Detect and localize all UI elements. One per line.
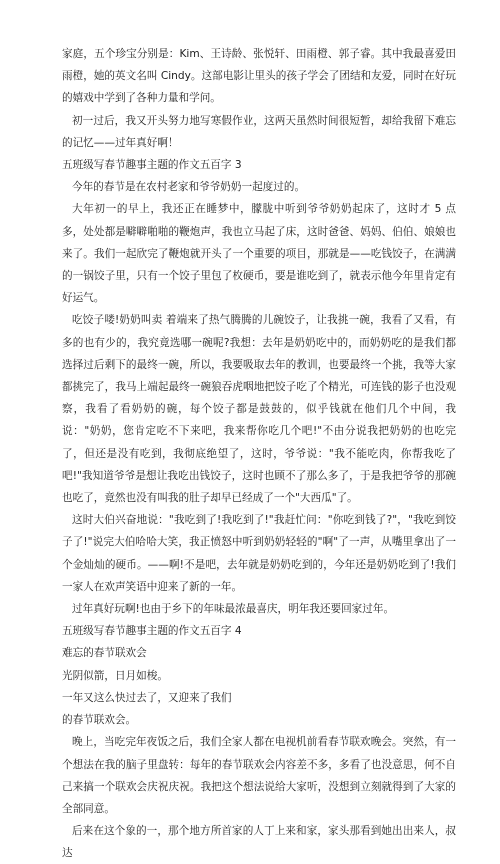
paragraph-8: 光阴似箭，日月如梭。 xyxy=(62,669,168,682)
section-heading-4: 五班级写春节趣事主题的作文五百字 4 xyxy=(62,625,242,638)
paragraph-2: 初一过后，我又开头努力地写寒假作业，这两天虽然时间很短暂，却给我留下难忘的记忆——过年真好啊！ xyxy=(62,114,456,149)
paragraph-1: 家庭，五个珍宝分别是：Kim、王诗龄、张悦轩、田雨橙、郭子睿。其中我最喜爱田雨橙，她的英文名叫 Cindy。这部电影让里头的孩子学会了团结和友爱，同时在好玩的嬉戏中学到了各种力量和学问。 xyxy=(62,48,456,105)
essay-title: 难忘的春节联欢会 xyxy=(62,647,147,660)
section-heading-3: 五班级写春节趣事主题的作文五百字 3 xyxy=(62,159,242,172)
paragraph-5: 吃饺子喽!奶奶叫卖 着端来了热气腾腾的儿碗饺子，让我挑一碗，我看了又看，有多的也有少的，我究竟选哪一碗呢?我想：去年是奶奶吃中的，而奶奶吃的是我们都选择过后剩下的最终一碗，所以，我要吸取去年的教训，也要最终一个挑，我等大家都挑完了，我马上端起最终一碗狼吞虎咽地把饺子吃了个精光，可连钱的影子也没观察，我看了看奶奶的碗，每个饺子都是鼓鼓的，似乎钱就在他们几个中间，我说："奶奶，您肯定吃不下来吧，我来帮你吃几个吧!"不由分说我把奶奶的也吃完了，但还是没有吃到，我彻底绝望了，这时，爷爷说："我不能吃肉，你帮我吃了吧!"我知道爷爷是想让我吃出钱饺子，这时也顾不了那么多了，于是我把爷爷的那碗也吃了，竟然也没有叫我的肚子却早已经成了一个"大西瓜"了。 xyxy=(62,314,456,505)
paragraph-6: 这时大伯兴奋地说："我吃到了!我吃到了!"我赶忙问："你吃到钱了?"，"我吃到饺子了!"说完大伯哈哈大笑，我正愤怒中听到奶奶轻轻的"啊"了一声，从嘴里拿出了一个金灿灿的硬币。——啊!不是吧，去年就是奶奶吃到的，今年还是奶奶吃到了!我们一家人在欢声笑语中迎来了新的一年。 xyxy=(62,514,456,593)
paragraph-10: 的春节联欢会。 xyxy=(62,714,137,727)
paragraph-11: 晚上，当吃完年夜饭之后，我们全家人都在电视机前看春节联欢晚会。突然，有一个想法在我的脑子里盘转：每年的春节联欢会内容差不多，多看了也没意思，何不自己来搞一个联欢会庆祝庆祝。我把这个想法说给大家听，没想到立刻就得到了大家的全部同意。 xyxy=(62,736,456,815)
paragraph-4: 大年初一的早上，我还正在睡梦中，朦胧中听到爷爷奶奶起床了，这时才 5 点多，处处都是噼噼啪啪的鞭炮声，我也立马起了床，这时爸爸、妈妈、伯伯、娘娘也来了。我们一起欣完了鞭炮就开头了一个重要的项目，那就是——吃钱饺子，在满满的一锅饺子里，只有一个饺子里包了枚硬币，要是谁吃到了，就表示他今年里肯定有好运气。 xyxy=(62,203,456,305)
paragraph-3: 今年的春节是在农村老家和爷爷奶奶一起度过的。 xyxy=(72,181,306,194)
paragraph-9: 一年又这么快过去了，又迎来了我们 xyxy=(62,691,232,704)
paragraph-7: 过年真好玩啊!也由于乡下的年味最浓最喜庆，明年我还要回家过年。 xyxy=(72,603,395,616)
paragraph-12-partial: 后来在这个象的一，那个地方所首家的人丁上来和家，家头那看到她出出来人，叔达 xyxy=(62,825,456,860)
document-page xyxy=(62,43,456,860)
